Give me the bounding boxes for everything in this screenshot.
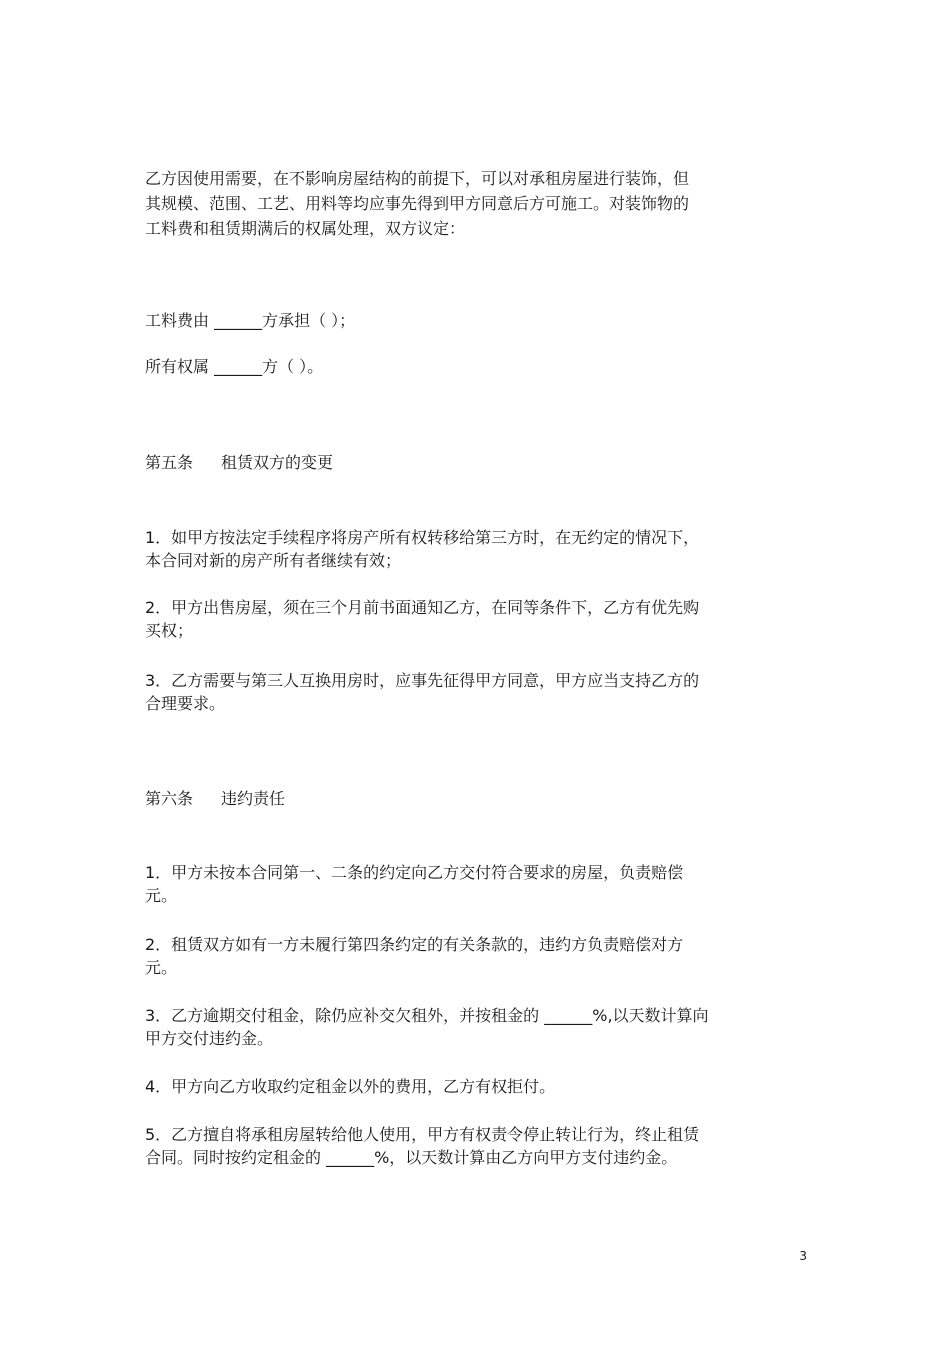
article-6-heading — [145, 788, 285, 810]
intro-line: 工料费和租赁期满后的权属处理，双方议定： — [145, 219, 466, 238]
clause-line: 合理要求。 — [145, 694, 226, 713]
clause-line: 3．乙方需要与第三人互换用房时，应事先征得甲方同意，甲方应当支持乙方的 — [145, 671, 700, 690]
clause-line: 本合同对新的房产所有者继续有效； — [145, 551, 402, 570]
page-number: 3 — [799, 1249, 807, 1263]
clause-line: 5．乙方擅自将承租房屋转给他人使用，甲方有权责令停止转让行为，终止租赁 — [145, 1125, 700, 1144]
article-5-heading — [145, 452, 333, 474]
clause-line: 买权； — [145, 621, 194, 640]
clause-line: 甲方交付违约金。 — [145, 1029, 274, 1048]
clause-line: 1．如甲方按法定手续程序将房产所有权转移给第三方时，在无约定的情况下， — [145, 528, 700, 547]
article-title: 租赁双方的变更 — [221, 453, 334, 472]
cost-bearing-line: 工料费由 ______方承担（ ）； — [145, 311, 356, 330]
clause-line: 1．甲方未按本合同第一、二条的约定向乙方交付符合要求的房屋，负责赔偿 — [145, 863, 684, 882]
clause-line: 元。 — [145, 886, 178, 905]
clause-line: 2．甲方出售房屋，须在三个月前书面通知乙方，在同等条件下，乙方有优先购 — [145, 598, 700, 617]
clause-line: 元。 — [145, 958, 178, 977]
clause-line: 4．甲方向乙方收取约定租金以外的费用，乙方有权拒付。 — [145, 1077, 556, 1096]
clause-line: 2．租赁双方如有一方未履行第四条约定的有关条款的，违约方负责赔偿对方 — [145, 935, 684, 954]
clause-line: 合同。同时按约定租金的 ______%，以天数计算由乙方向甲方支付违约金。 — [145, 1148, 678, 1167]
ownership-line: 所有权属 ______方（ ）。 — [145, 357, 324, 376]
intro-line: 其规模、范围、工艺、用料等均应事先得到甲方同意后方可施工。对装饰物的 — [145, 194, 690, 213]
article-number: 第五条 — [145, 453, 194, 472]
article-number: 第六条 — [145, 789, 194, 808]
intro-line: 乙方因使用需要，在不影响房屋结构的前提下，可以对承租房屋进行装饰，但 — [145, 169, 690, 188]
clause-line: 3．乙方逾期交付租金，除仍应补交欠租外，并按租金的 ______%,以天数计算向 — [145, 1006, 709, 1025]
article-title: 违约责任 — [221, 789, 286, 808]
